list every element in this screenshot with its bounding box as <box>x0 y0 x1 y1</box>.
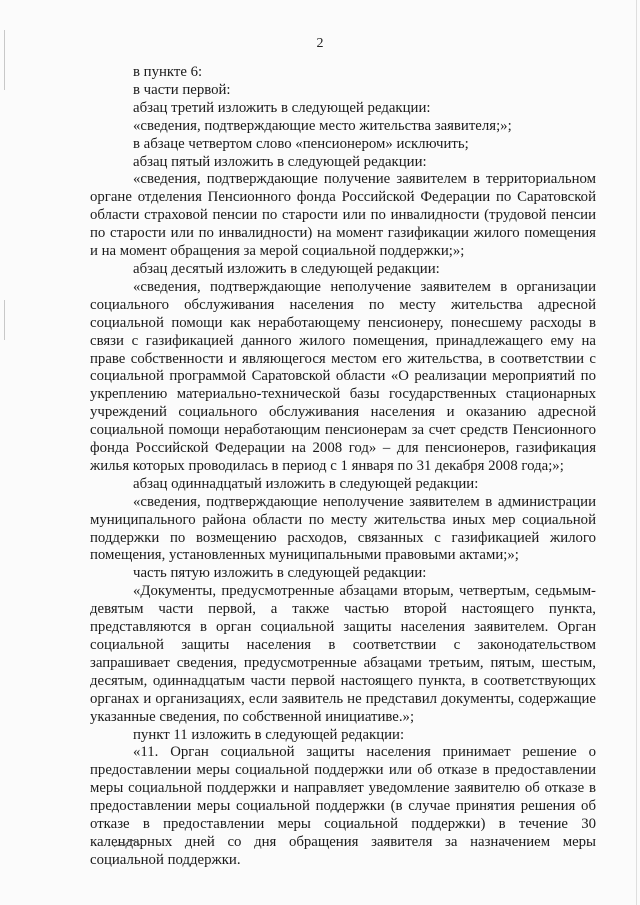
paragraph: «сведения, подтверждающие место жительства заявителя;»; <box>133 117 512 134</box>
paragraph: абзац третий изложить в следующей редакции: <box>133 99 431 116</box>
paragraph: в абзаце четвертом слово «пенсионером» исключить; <box>133 135 469 152</box>
paragraph: «сведения, подтверждающие неполучение заявителем в администрации муниципального района области по месту жительства иных мер социальной поддержки по возмещению расходов, связанных с газификацией жилого помещения, установленных муниципальными правовыми актами;»; <box>90 493 596 564</box>
paragraph: абзац одиннадцатый изложить в следующей редакции: <box>133 475 479 492</box>
scan-edge-mark <box>4 300 5 340</box>
pen-mark-icon <box>112 836 142 850</box>
paragraph: пункт 11 изложить в следующей редакции: <box>133 726 405 743</box>
paragraph: «сведения, подтверждающие получение заявителем в территориальном органе отделения Пенсионного фонда Российской Федерации по Саратовской области страховой пенсии по старости или по инвалидности (трудовой пенсии по старости или по инвалидности) на момент газификации жилого помещения и на момент обращения за мерой социальной поддержки;»; <box>90 171 596 260</box>
document-body <box>90 64 596 870</box>
paragraph: абзац десятый изложить в следующей редакции: <box>133 260 440 277</box>
paragraph: в части первой: <box>133 81 231 98</box>
paragraph: «11. Орган социальной защиты населения принимает решение о предоставлении меры социальной поддержки или об отказе в предоставлении меры социальной поддержки и направляет уведомление заявителю об отказе в предоставлении меры социальной поддержки (в случае принятия решения об отказе в предоставлении меры социальной поддержки) в течение 30 календарных дней со дня обращения заявителя за назначением меры социальной поддержки. <box>90 744 596 868</box>
paragraph: «Документы, предусмотренные абзацами вторым, четвертым, седьмым-девятым части первой, а также частью второй настоящего пункта, представляются в орган социальной защиты населения заявителем. Орган социальной защиты населения в соответствии с законодательством запрашивает сведения, предусмотренные абзацами третьим, пятым, шестым, десятым, одиннадцатым части первой настоящего пункта, в соответствующих органах и организациях, если заявитель не представил документы, содержащие указанные сведения, по собственной инициативе.»; <box>90 583 596 725</box>
scan-edge-mark <box>636 0 637 905</box>
paragraph: абзац пятый изложить в следующей редакции: <box>133 153 427 170</box>
paragraph: часть пятую изложить в следующей редакции: <box>133 565 427 582</box>
paragraph: «сведения, подтверждающие неполучение заявителем в организации социального обслуживания населения по месту жительства адресной социальной помощи как неработающему пенсионеру, понесшему расходы в связи с газификацией данного жилого помещения, принадлежащего ему на праве собственности и являющегося местом его жительства, в соответствии с социальной программой Саратовской области «О реализации мероприятий по укреплению материально-технической базы государственных стационарных учреждений социального обслуживания населения и оказанию адресной социальной помощи неработающим пенсионерам за счет средств Пенсионного фонда Российской Федерации на 2008 год» – для пенсионеров, газификация жилья которых проводилась в период с 1 января по 31 декабря 2008 года;»; <box>90 278 596 474</box>
paragraph: в пункте 6: <box>133 64 203 80</box>
page-number: 2 <box>316 36 324 51</box>
